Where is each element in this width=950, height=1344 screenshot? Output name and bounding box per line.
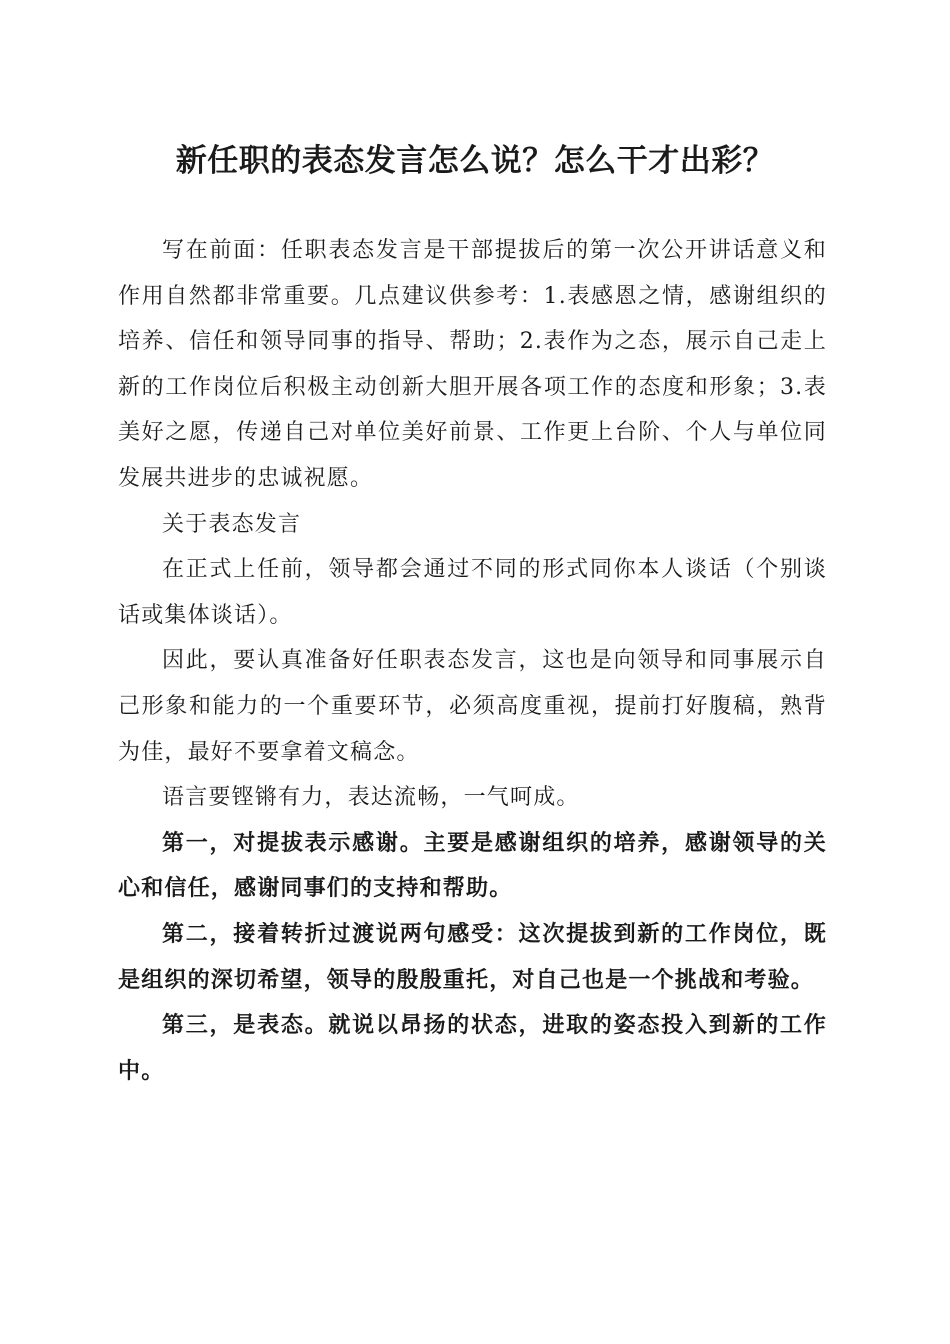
paragraph-preface: 写在前面：任职表态发言是干部提拔后的第一次公开讲话意义和作用自然都非常重要。几点建议供参考：1.表感恩之情，感谢组织的培养、信任和领导同事的指导、帮助；2.表作为之态，展示自己走上新的工作岗位后积极主动创新大胆开展各项工作的态度和形象；3.表美好之愿，传递自己对单位美好前景、工作更上台阶、个人与单位同发展共进步的忠诚祝愿。 (118, 238, 827, 491)
document-body (118, 228, 827, 1094)
document-title: 新任职的表态发言怎么说？怎么干才出彩？ (175, 143, 775, 179)
paragraph-section-heading: 关于表态发言 (162, 511, 302, 537)
paragraph-point-two: 第二，接着转折过渡说两句感受：这次提拔到新的工作岗位，既是组织的深切希望，领导的殷殷重托，对自己也是一个挑战和考验。 (118, 920, 827, 993)
paragraph: 因此，要认真准备好任职表态发言，这也是向领导和同事展示自己形象和能力的一个重要环节，必须高度重视，提前打好腹稿，熟背为佳，最好不要拿着文稿念。 (118, 648, 827, 765)
paragraph-point-one: 第一，对提拔表示感谢。主要是感谢组织的培养，感谢领导的关心和信任，感谢同事们的支持和帮助。 (118, 829, 827, 902)
paragraph: 在正式上任前，领导都会通过不同的形式同你本人谈话（个别谈话或集体谈话）。 (118, 557, 827, 628)
paragraph-point-three: 第三，是表态。就说以昂扬的状态，进取的姿态投入到新的工作中。 (118, 1012, 827, 1084)
paragraph: 语言要铿锵有力，表达流畅，一气呵成。 (162, 785, 580, 811)
